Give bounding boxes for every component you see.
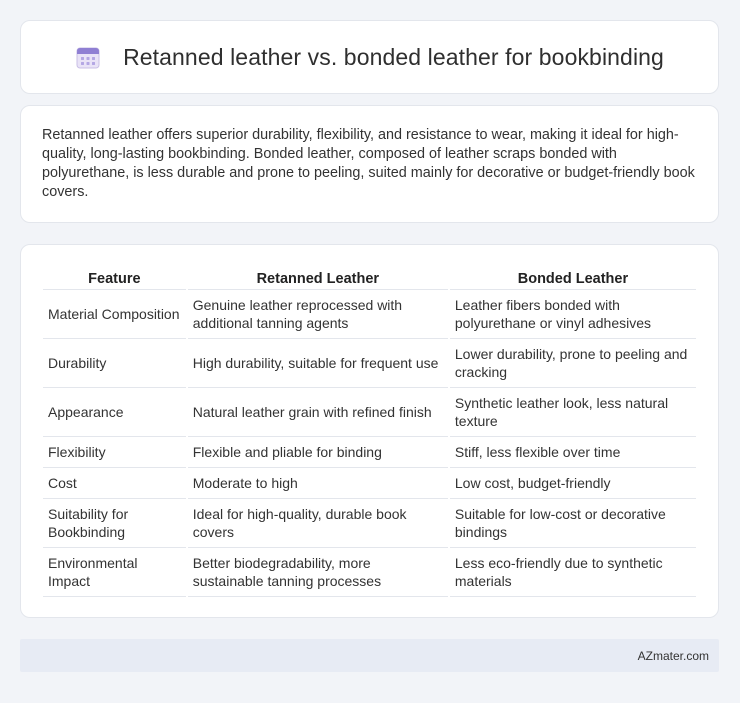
table-cell: Suitability for Bookbinding [43, 499, 186, 548]
table-cell: Ideal for high-quality, durable book covers [188, 499, 448, 548]
table-row [43, 290, 696, 339]
footer [20, 639, 719, 672]
table-cell: Flexible and pliable for binding [188, 437, 448, 468]
table-card [20, 244, 719, 618]
table-cell: Leather fibers bonded with polyurethane or vinyl adhesives [450, 290, 696, 339]
comparison-table [41, 265, 698, 597]
table-cell: Suitable for low-cost or decorative bindings [450, 499, 696, 548]
table-cell: Less eco-friendly due to synthetic materials [450, 548, 696, 597]
table-cell: Better biodegradability, more sustainable tanning processes [188, 548, 448, 597]
summary-card [20, 105, 719, 223]
table-cell: Lower durability, prone to peeling and cracking [450, 339, 696, 388]
header-retanned: Retanned Leather [188, 265, 448, 290]
table-cell: Low cost, budget-friendly [450, 468, 696, 499]
calendar-icon [75, 44, 101, 70]
table-cell: Environmental Impact [43, 548, 186, 597]
table-row [43, 388, 696, 437]
header-bonded: Bonded Leather [450, 265, 696, 290]
table-row [43, 468, 696, 499]
summary-text: Retanned leather offers superior durability, flexibility, and resistance to wear, making it ideal for high-quality, long-lasting bookbinding. Bonded leather, composed of leather scraps bonded with polyurethane, is less durable and prone to peeling, suited mainly for decorative or budget-friendly book covers. [42, 127, 695, 200]
table-cell: Cost [43, 468, 186, 499]
title-card [20, 20, 719, 94]
table-cell: Natural leather grain with refined finish [188, 388, 448, 437]
table-cell: High durability, suitable for frequent use [188, 339, 448, 388]
table-cell: Appearance [43, 388, 186, 437]
footer-brand: AZmater.com [637, 648, 709, 663]
title-wrap [75, 44, 664, 71]
table-row [43, 548, 696, 597]
table-cell: Durability [43, 339, 186, 388]
table-cell: Flexibility [43, 437, 186, 468]
table-cell: Material Composition [43, 290, 186, 339]
table-cell: Synthetic leather look, less natural texture [450, 388, 696, 437]
table-row [43, 499, 696, 548]
table-cell: Genuine leather reprocessed with additional tanning agents [188, 290, 448, 339]
header-feature: Feature [43, 265, 186, 290]
table-cell: Stiff, less flexible over time [450, 437, 696, 468]
table-row [43, 437, 696, 468]
table-header-row [43, 265, 696, 290]
table-cell: Moderate to high [188, 468, 448, 499]
page-title: Retanned leather vs. bonded leather for bookbinding [123, 43, 664, 70]
table-row [43, 339, 696, 388]
